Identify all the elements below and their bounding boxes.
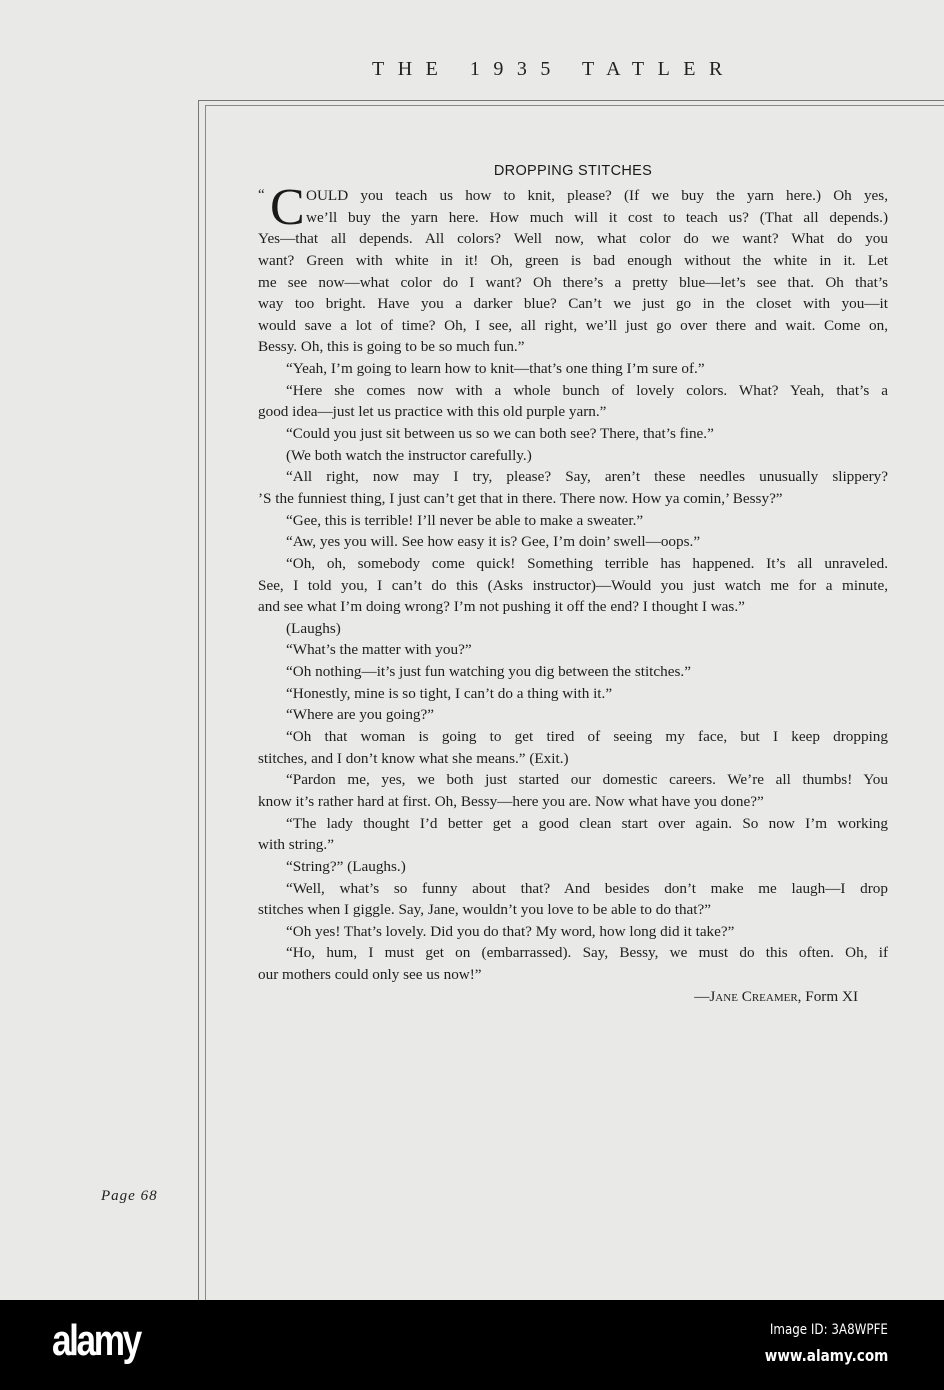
text-line: we’ll buy the yarn here. How much will it cost to teach us? (That all depends.) [306,208,888,226]
text-line: “String?” (Laughs.) [286,857,406,875]
text-line: good idea—just let us practice with this old purple yarn.” [258,403,607,421]
text-line: “Oh yes! That’s lovely. Did you do that? My word, how long did it take?” [286,922,735,940]
text-line: (Laughs) [286,619,341,637]
text-line: Bessy. Oh, this is going to be so much fun.” [258,338,525,356]
author-form: Form XI [805,987,858,1005]
text-line: “Oh, oh, somebody come quick! Something terrible has happened. It’s all unraveled. [286,554,888,572]
text-line: “Could you just sit between us so we can both see? There, that’s fine.” [286,425,714,443]
text-line: “Well, what’s so funny about that? And besides don’t make me laugh—I drop [286,879,888,897]
alamy-logo: alamy [52,1316,140,1365]
text-line: “Aw, yes you will. See how easy it is? Gee, I’m doin’ swell—oops.” [286,533,701,551]
watermark-footer [0,1300,944,1390]
author-name: —Jane Creamer, [694,987,802,1005]
image-id: Image ID: 3A8WPFE [769,1322,888,1338]
signature [258,986,888,1008]
text-line: our mothers could only see us now!” [258,966,482,984]
text-line: “What’s the matter with you?” [286,641,472,659]
drop-cap-block [258,179,888,236]
text-line: know it’s rather hard at first. Oh, Bessy—here you are. Now what have you done?” [258,792,764,810]
frame-rule [205,105,944,106]
running-head: THE 1935 TATLER [372,58,736,80]
text-line: stitches, and I don’t know what she means.” (Exit.) [258,749,569,767]
text-line: “Gee, this is terrible! I’ll never be able to make a sweater.” [286,511,644,529]
text-line: “Yeah, I’m going to learn how to knit—that’s one thing I’m sure of.” [286,360,705,378]
text-line: “Here she comes now with a whole bunch of lovely colors. What? Yeah, that’s a [286,381,888,399]
text-line: “Ho, hum, I must get on (embarrassed). Say, Bessy, we must do this often. Oh, if [286,944,888,962]
article-title: DROPPING STITCHES [493,163,653,179]
text-line: want? Green with white in it! Oh, green is bad enough without the white in it. Let [258,251,888,269]
site-url: www.alamy.com [764,1346,888,1365]
text-line: me see now—what color do I want? Oh there’s a pretty blue—let’s see that. Oh that’s [258,273,888,291]
open-quote: “ [258,187,265,203]
frame-rule [198,100,944,101]
text-line: Yes—that all depends. All colors? Well now, what color do we want? What do you [258,230,888,248]
page-number: Page 68 [101,1188,158,1204]
text-line: “Oh nothing—it’s just fun watching you dig between the stitches.” [286,663,691,681]
text-line: “Honestly, mine is so tight, I can’t do a thing with it.” [286,684,613,702]
text-line: See, I told you, I can’t do this (Asks instructor)—Would you just watch me for a minute, [258,576,888,594]
drop-cap: C [270,179,305,236]
text-line: “All right, now may I try, please? Say, aren’t these needles unusually slippery? [286,468,888,486]
text-line: “Where are you going?” [286,706,434,724]
text-line: would save a lot of time? Oh, I see, all right, we’ll just go over there and wait. Come on, [258,316,888,334]
text-line: “Pardon me, yes, we both just started our domestic careers. We’re all thumbs! You [286,771,888,789]
text-line: ’S the funniest thing, I just can’t get that in there. There now. How ya comin,’ Bessy?” [258,489,783,507]
text-line: way too bright. Have you a darker blue? Can’t we just go in the closet with you—it [258,295,888,313]
frame-rule [205,105,206,1300]
text-line: and see what I’m doing wrong? I’m not pushing it off the end? I thought I was.” [258,598,745,616]
text-line: OULD you teach us how to knit, please? (If we buy the yarn here.) Oh yes, [306,187,888,204]
article-body [258,179,888,1007]
frame-rule [198,100,199,1300]
text-line: stitches when I giggle. Say, Jane, wouldn’t you love to be able to do that?” [258,901,711,919]
text-line: “Oh that woman is going to get tired of seeing my face, but I keep dropping [286,728,888,746]
text-line: with string.” [258,836,334,854]
text-line: “The lady thought I’d better get a good clean start over again. So now I’m working [286,814,888,832]
text-line: (We both watch the instructor carefully.) [286,446,532,464]
